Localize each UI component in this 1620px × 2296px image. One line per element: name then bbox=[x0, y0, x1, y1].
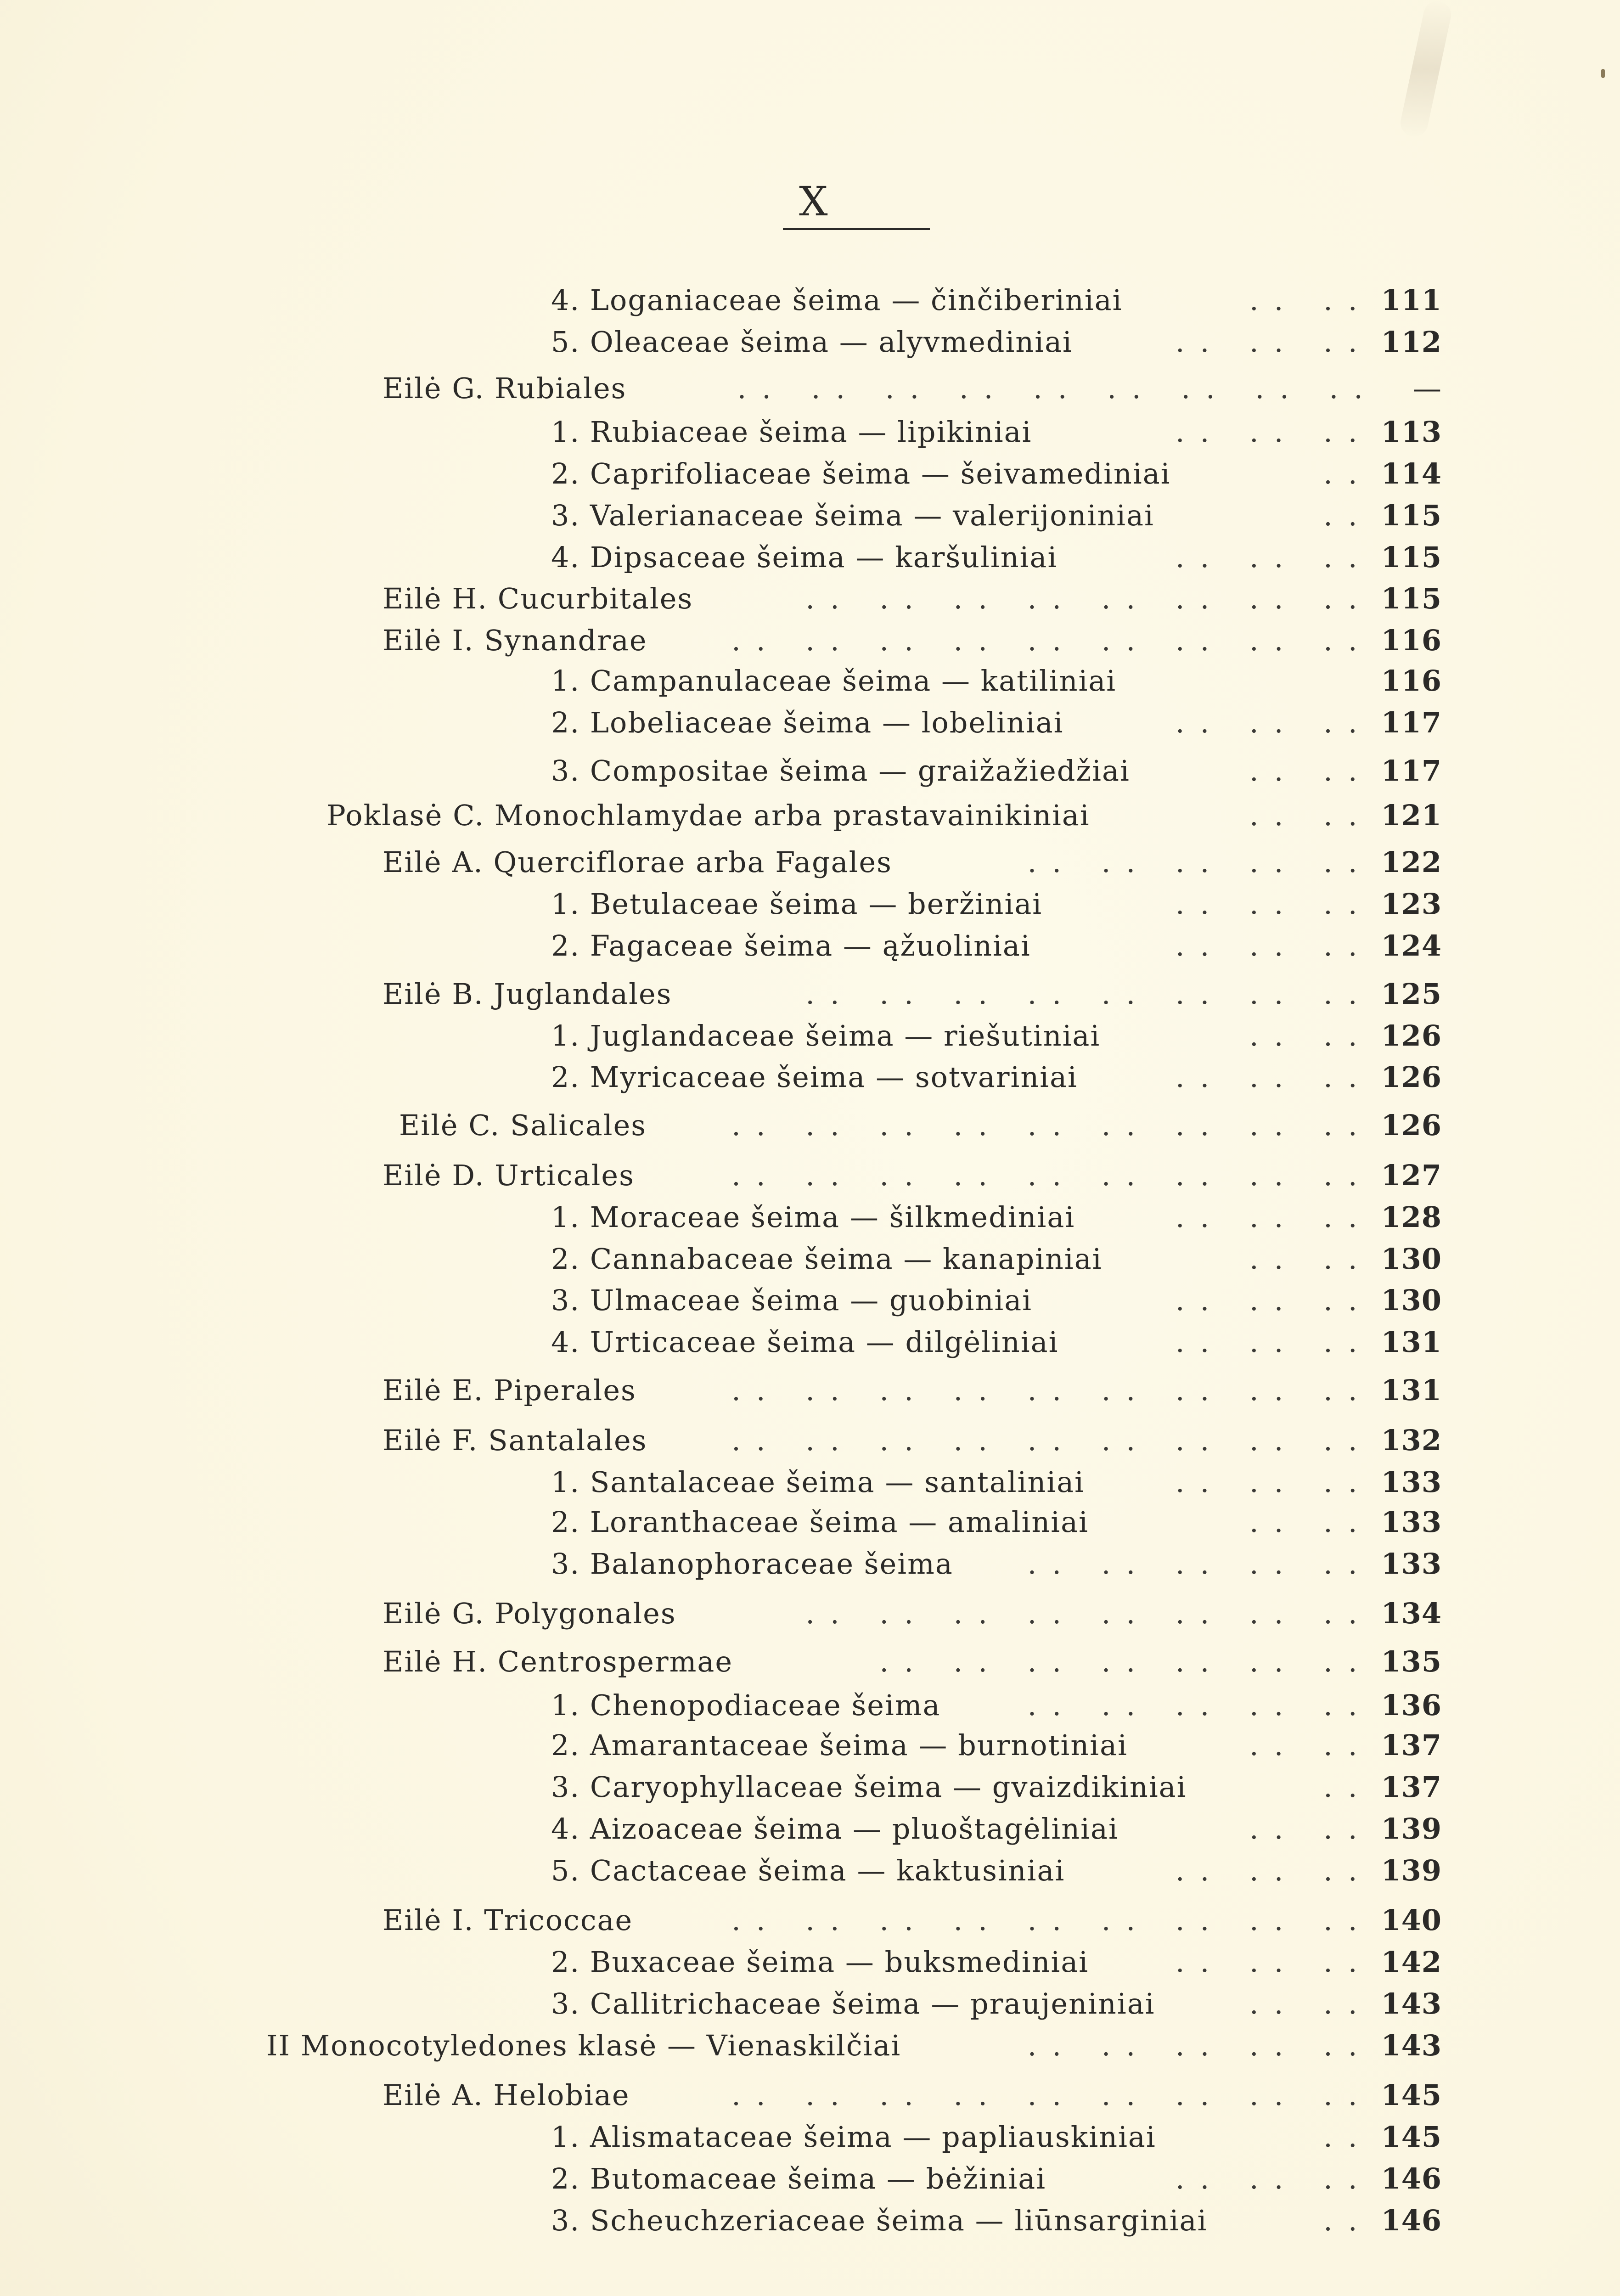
toc-entry-page: 126 bbox=[1381, 1060, 1442, 1094]
toc-entry-title: 2. Caprifoliaceae šeima — šeivamediniai bbox=[551, 457, 1171, 490]
toc-entry-page: 115 bbox=[1381, 499, 1442, 532]
toc-entry bbox=[551, 1504, 1442, 1541]
toc-entry bbox=[382, 1902, 1442, 1939]
toc-entry bbox=[382, 622, 1442, 659]
dot-leader: .. .. .. bbox=[1175, 887, 1373, 921]
toc-entry-title: 1. Chenopodiaceae šeima bbox=[551, 1688, 941, 1722]
toc-entry-page: 112 bbox=[1381, 325, 1442, 359]
toc-entry-page: 137 bbox=[1381, 1770, 1442, 1804]
toc-entry-title: Eilė H. Centrospermae bbox=[382, 1645, 733, 1678]
toc-entry-page: 121 bbox=[1381, 799, 1442, 832]
dot-leader: .. .. .. .. .. .. .. bbox=[879, 1645, 1373, 1678]
toc-entry-page: 115 bbox=[1381, 540, 1442, 574]
toc-entry-title: 3. Balanophoraceae šeima bbox=[551, 1547, 953, 1581]
toc-entry-page: 116 bbox=[1381, 624, 1442, 657]
toc-entry-page: 117 bbox=[1381, 706, 1442, 739]
toc-entry-page: 140 bbox=[1381, 1903, 1442, 1937]
toc-entry-page: 136 bbox=[1381, 1688, 1442, 1722]
toc-entry bbox=[551, 663, 1442, 699]
dot-leader: .. .. bbox=[1249, 1812, 1373, 1846]
toc-entry-title: 1. Juglandaceae šeima — riešutiniai bbox=[551, 1019, 1101, 1052]
dot-leader: .. bbox=[1323, 2120, 1373, 2154]
toc-entry-page: 124 bbox=[1381, 929, 1442, 962]
toc-entry bbox=[551, 1944, 1442, 1981]
dot-leader: .. .. .. bbox=[1175, 1060, 1373, 1094]
toc-entry-title: 2. Lobeliaceae šeima — lobeliniai bbox=[551, 706, 1064, 739]
toc-entry-page: 130 bbox=[1381, 1242, 1442, 1276]
toc-entry bbox=[266, 2027, 1442, 2064]
toc-entry bbox=[551, 1727, 1442, 1764]
toc-entry bbox=[551, 324, 1442, 360]
toc-entry-page: 146 bbox=[1381, 2162, 1442, 2195]
toc-entry-page: 123 bbox=[1381, 887, 1442, 921]
toc-entry-title: Eilė B. Juglandales bbox=[382, 977, 672, 1011]
toc-entry-page: 145 bbox=[1381, 2078, 1442, 2112]
toc-entry-page: 139 bbox=[1381, 1812, 1442, 1846]
toc-entry-title: 4. Dipsaceae šeima — karšuliniai bbox=[551, 540, 1058, 574]
dot-leader: .. .. .. bbox=[1175, 929, 1373, 962]
toc-entry-page: 133 bbox=[1381, 1505, 1442, 1539]
dot-leader: .. .. .. bbox=[1175, 1945, 1373, 1979]
toc-entry bbox=[551, 2161, 1442, 2197]
toc-entry bbox=[551, 456, 1442, 492]
dot-leader: .. .. .. .. .. bbox=[1027, 845, 1373, 879]
toc-entry-title: II Monocotyledones klasė — Vienaskilčiai bbox=[266, 2029, 901, 2062]
dot-leader: .. .. bbox=[1249, 283, 1373, 317]
dot-leader: .. .. .. bbox=[1175, 1283, 1373, 1317]
dot-leader: .. .. .. bbox=[1175, 325, 1373, 359]
toc-entry bbox=[551, 497, 1442, 534]
toc-entry-page: 143 bbox=[1381, 1987, 1442, 2020]
toc-entry bbox=[382, 1157, 1442, 1194]
toc-entry-page: 145 bbox=[1381, 2120, 1442, 2154]
toc-entry bbox=[326, 797, 1442, 834]
toc-entry-title: 1. Moraceae šeima — šilkmediniai bbox=[551, 1200, 1075, 1234]
toc-entry-title: 4. Urticaceae šeima — dilgėliniai bbox=[551, 1325, 1059, 1359]
toc-entry-title: 1. Rubiaceae šeima — lipikiniai bbox=[551, 415, 1032, 449]
toc-entry-page: 133 bbox=[1381, 1547, 1442, 1581]
toc-entry-page: 114 bbox=[1381, 457, 1442, 490]
toc-entry-title: 2. Butomaceae šeima — bėžiniai bbox=[551, 2162, 1046, 2195]
toc-entry-page: 130 bbox=[1381, 1283, 1442, 1317]
toc-entry bbox=[551, 1199, 1442, 1236]
toc-entry-title: 1. Alismataceae šeima — papliauskiniai bbox=[551, 2120, 1156, 2154]
toc-entry bbox=[551, 1282, 1442, 1319]
toc-entry-page: 132 bbox=[1381, 1424, 1442, 1457]
toc-entry-title: 3. Scheuchzeriaceae šeima — liūnsarginiai bbox=[551, 2204, 1208, 2237]
dot-leader: .. .. .. .. .. .. .. .. bbox=[805, 977, 1373, 1011]
dot-leader: .. .. .. .. .. .. .. .. .. bbox=[731, 1159, 1373, 1192]
dot-leader: .. .. .. bbox=[1175, 1465, 1373, 1499]
toc-entry-title: Poklasė C. Monochlamydae arba prastavainikiniai bbox=[326, 799, 1090, 832]
toc-entry bbox=[551, 1018, 1442, 1054]
toc-entry-title: Eilė I. Tricoccae bbox=[382, 1903, 633, 1937]
toc-entry-title: 3. Valerianaceae šeima — valerijoniniai bbox=[551, 499, 1154, 532]
toc-entry bbox=[382, 844, 1442, 881]
toc-entry-page: 125 bbox=[1381, 977, 1442, 1011]
dot-leader: .. .. bbox=[1249, 1242, 1373, 1276]
toc-entry-page: 122 bbox=[1381, 845, 1442, 879]
dot-leader: .. .. .. .. .. .. .. .. .. bbox=[731, 1373, 1373, 1407]
paper-smudge bbox=[1398, 0, 1453, 139]
dot-leader: .. .. .. .. .. .. .. .. bbox=[805, 582, 1373, 615]
dot-leader: .. .. .. .. .. .. .. .. .. bbox=[731, 2078, 1373, 2112]
toc-entry-page: 139 bbox=[1381, 1854, 1442, 1887]
dot-leader: .. bbox=[1323, 457, 1373, 490]
dot-leader: .. .. .. bbox=[1175, 1325, 1373, 1359]
toc-entry-page: 127 bbox=[1381, 1159, 1442, 1192]
dot-leader: .. .. .. bbox=[1175, 1200, 1373, 1234]
toc-entry-title: Eilė A. Querciflorae arba Fagales bbox=[382, 845, 892, 879]
toc-entry bbox=[382, 2077, 1442, 2114]
toc-entry-page: 142 bbox=[1381, 1945, 1442, 1979]
dot-leader: .. .. .. .. .. .. .. .. .. bbox=[731, 624, 1373, 657]
toc-entry bbox=[551, 539, 1442, 576]
toc-entry-page: 117 bbox=[1381, 754, 1442, 788]
toc-entry bbox=[551, 1059, 1442, 1096]
toc-entry-page: 113 bbox=[1381, 415, 1442, 449]
toc-entry-title: 5. Cactaceae šeima — kaktusiniai bbox=[551, 1854, 1065, 1887]
toc-entry-title: 1. Betulaceae šeima — beržiniai bbox=[551, 887, 1043, 921]
toc-entry-title: Eilė I. Synandrae bbox=[382, 624, 647, 657]
toc-entry-title: 1. Santalaceae šeima — santaliniai bbox=[551, 1465, 1085, 1499]
toc-entry-title: Eilė D. Urticales bbox=[382, 1159, 635, 1192]
toc-entry-title: 2. Loranthaceae šeima — amaliniai bbox=[551, 1505, 1089, 1539]
dot-leader: .. .. bbox=[1249, 1987, 1373, 2020]
paper-speck bbox=[1601, 69, 1605, 78]
toc-entry-page: 131 bbox=[1381, 1373, 1442, 1407]
toc-entry-page: 143 bbox=[1381, 2029, 1442, 2062]
toc-entry bbox=[551, 1986, 1442, 2022]
toc-entry-title: 2. Amarantaceae šeima — burnotiniai bbox=[551, 1728, 1128, 1762]
toc-entry-title: 2. Fagaceae šeima — ąžuoliniai bbox=[551, 929, 1031, 962]
toc-entry-title: 4. Loganiaceae šeima — činčiberiniai bbox=[551, 283, 1123, 317]
toc-entry bbox=[382, 580, 1442, 617]
toc-entry-title: 3. Ulmaceae šeima — guobiniai bbox=[551, 1283, 1033, 1317]
toc-entry-title: 3. Callitrichaceae šeima — praujeniniai bbox=[551, 1987, 1155, 2020]
dot-leader: .. bbox=[1323, 499, 1373, 532]
toc-entry bbox=[551, 1811, 1442, 1847]
toc-entry-page: 126 bbox=[1381, 1109, 1442, 1142]
toc-entry-page: 116 bbox=[1381, 664, 1442, 698]
toc-entry-page: 111 bbox=[1381, 283, 1442, 317]
toc-entry-title: 4. Aizoaceae šeima — pluoštagėliniai bbox=[551, 1812, 1119, 1846]
dot-leader: .. .. bbox=[1249, 799, 1373, 832]
toc-entry bbox=[382, 1595, 1442, 1632]
toc-entry-page: 137 bbox=[1381, 1728, 1442, 1762]
toc-entry bbox=[551, 282, 1442, 319]
dot-leader: .. .. bbox=[1249, 1728, 1373, 1762]
dot-leader: .. .. .. .. .. bbox=[1027, 2029, 1373, 2062]
toc-entry-title: Eilė G. Rubiales bbox=[382, 371, 627, 405]
toc-entry bbox=[551, 2119, 1442, 2155]
toc-entry bbox=[551, 1852, 1442, 1889]
dot-leader: .. .. .. bbox=[1175, 2162, 1373, 2195]
toc-entry bbox=[551, 886, 1442, 923]
toc-entry-title: Eilė A. Helobiae bbox=[382, 2078, 630, 2112]
toc-entry bbox=[551, 414, 1442, 450]
toc-entry bbox=[551, 1769, 1442, 1806]
dot-leader: .. .. bbox=[1249, 1019, 1373, 1052]
toc-entry bbox=[551, 753, 1442, 789]
dot-leader: .. .. .. bbox=[1175, 1854, 1373, 1887]
toc-entry-title: 1. Campanulaceae šeima — katiliniai bbox=[551, 664, 1117, 698]
toc-entry-page: 131 bbox=[1381, 1325, 1442, 1359]
toc-entry-title: 3. Compositae šeima — graižažiedžiai bbox=[551, 754, 1130, 788]
dot-leader: .. .. .. bbox=[1175, 540, 1373, 574]
toc-entry-page: 135 bbox=[1381, 1645, 1442, 1678]
toc-entry-title: Eilė E. Piperales bbox=[382, 1373, 636, 1407]
page-number: X bbox=[799, 178, 828, 225]
toc-entry-title: 5. Oleaceae šeima — alyvmediniai bbox=[551, 325, 1073, 359]
toc-entry-page: 134 bbox=[1381, 1597, 1442, 1630]
toc-entry bbox=[551, 928, 1442, 964]
toc-entry bbox=[382, 976, 1442, 1013]
dot-leader: .. .. .. bbox=[1175, 706, 1373, 739]
toc-entry-title: 3. Caryophyllaceae šeima — gvaizdikiniai bbox=[551, 1770, 1187, 1804]
toc-entry bbox=[551, 1687, 1442, 1724]
toc-entry-page: 128 bbox=[1381, 1200, 1442, 1234]
toc-entry bbox=[551, 2202, 1442, 2239]
toc-entry bbox=[382, 370, 1442, 407]
dot-leader: .. .. bbox=[1249, 1505, 1373, 1539]
toc-entry-title: 2. Myricaceae šeima — sotvariniai bbox=[551, 1060, 1078, 1094]
dot-leader: .. .. .. .. .. .. .. .. .. bbox=[731, 1424, 1373, 1457]
toc-entry bbox=[551, 1324, 1442, 1361]
dot-leader: .. .. .. .. .. bbox=[1027, 1688, 1373, 1722]
page-number-rule bbox=[783, 228, 930, 230]
toc-entry bbox=[382, 1422, 1442, 1459]
toc-entry-page: 115 bbox=[1381, 582, 1442, 615]
toc-entry bbox=[382, 1372, 1442, 1409]
toc-entry-page: 133 bbox=[1381, 1465, 1442, 1499]
toc-entry-title: 2. Buxaceae šeima — buksmediniai bbox=[551, 1945, 1089, 1979]
toc-entry bbox=[399, 1107, 1442, 1144]
dot-leader: .. .. .. .. .. .. .. .. .. bbox=[731, 1903, 1373, 1937]
toc-entry bbox=[382, 1643, 1442, 1680]
toc-entry-page: 146 bbox=[1381, 2204, 1442, 2237]
toc-entry-title: Eilė C. Salicales bbox=[399, 1109, 647, 1142]
toc-entry-title: Eilė G. Polygonales bbox=[382, 1597, 676, 1630]
toc-entry bbox=[551, 704, 1442, 741]
dot-leader: .. .. .. .. .. bbox=[1027, 1547, 1373, 1581]
toc-entry bbox=[551, 1464, 1442, 1501]
dot-leader: .. .. bbox=[1249, 754, 1373, 788]
dot-leader: .. .. .. bbox=[1175, 415, 1373, 449]
toc-entry-page: — bbox=[1413, 371, 1442, 405]
dot-leader: .. .. .. .. .. .. .. .. .. bbox=[737, 371, 1378, 405]
toc-entry-title: 2. Cannabaceae šeima — kanapiniai bbox=[551, 1242, 1102, 1276]
dot-leader: .. .. .. .. .. .. .. .. bbox=[805, 1597, 1373, 1630]
toc-entry bbox=[551, 1241, 1442, 1277]
toc-entry bbox=[551, 1546, 1442, 1582]
dot-leader: .. bbox=[1323, 1770, 1373, 1804]
toc-entry-title: Eilė H. Cucurbitales bbox=[382, 582, 693, 615]
dot-leader: .. .. .. .. .. .. .. .. .. bbox=[731, 1109, 1373, 1142]
toc-entry-page: 126 bbox=[1381, 1019, 1442, 1052]
toc-entry-title: Eilė F. Santalales bbox=[382, 1424, 647, 1457]
dot-leader: .. bbox=[1323, 2204, 1373, 2237]
